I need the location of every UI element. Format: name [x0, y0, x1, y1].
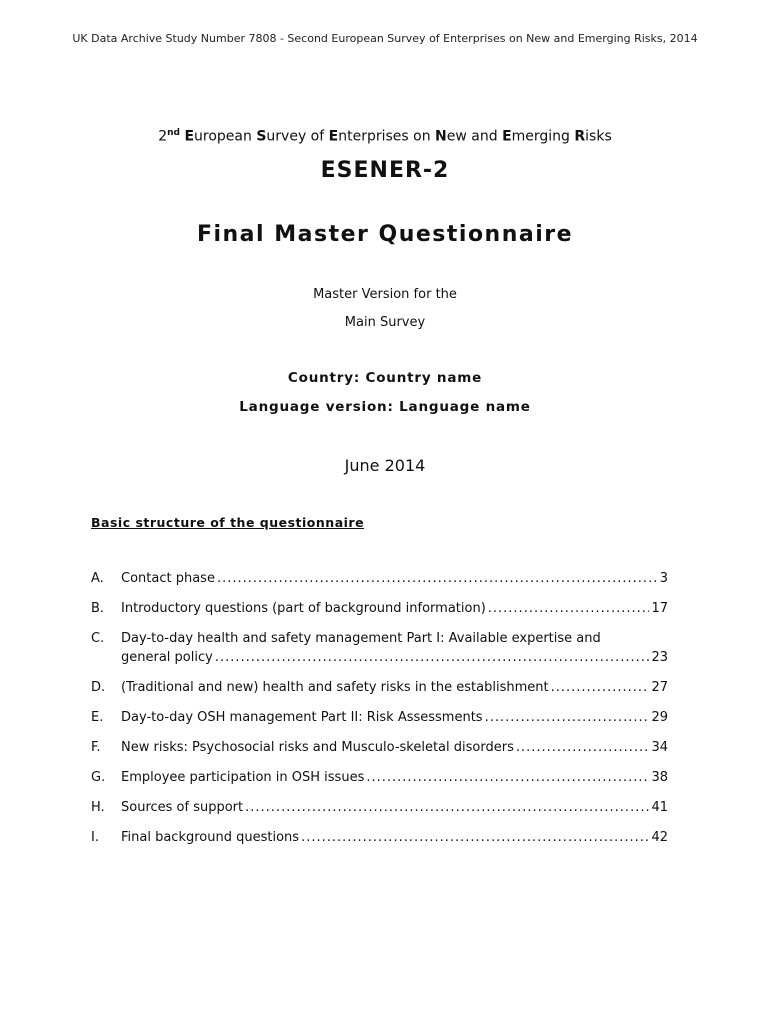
- title-cap-letter: E: [502, 128, 512, 145]
- toc-letter: G.: [91, 770, 106, 785]
- title-word-rest: ew and: [446, 128, 503, 145]
- toc-entry[interactable]: [91, 708, 668, 727]
- ordinal-number: 2: [158, 128, 168, 145]
- toc-text: (Traditional and new) health and safety risks in the establishment: [121, 680, 549, 695]
- survey-full-title: [0, 128, 770, 145]
- toc-text: Introductory questions (part of background information): [121, 601, 486, 616]
- toc-entry[interactable]: [91, 678, 668, 697]
- title-word-rest: urvey of: [266, 128, 329, 145]
- title-word-rest: merging: [511, 128, 575, 145]
- language-line: Language version: Language name: [239, 399, 531, 415]
- toc-text: New risks: Psychosocial risks and Musculo-skeletal disorders: [121, 740, 514, 755]
- toc-entry[interactable]: [91, 569, 668, 588]
- toc-text: general policy: [121, 650, 213, 665]
- toc-entry[interactable]: [91, 768, 668, 787]
- table-of-contents: [91, 569, 668, 858]
- survey-acronym: ESENER-2: [320, 158, 450, 183]
- toc-page-number: 41: [651, 800, 668, 815]
- title-word-rest: isks: [585, 128, 612, 145]
- toc-leader-dots: [217, 569, 658, 588]
- toc-page-number: 17: [651, 601, 668, 616]
- toc-leader-dots: [488, 599, 650, 618]
- toc-entry[interactable]: [91, 828, 668, 847]
- version-line-1: Master Version for the: [313, 287, 457, 302]
- toc-letter: C.: [91, 631, 105, 646]
- toc-page-number: 29: [651, 710, 668, 725]
- toc-entry[interactable]: [91, 629, 668, 667]
- toc-page-number: 27: [651, 680, 668, 695]
- toc-leader-dots: [301, 828, 649, 847]
- version-line-2: Main Survey: [344, 315, 426, 330]
- document-date: June 2014: [344, 456, 426, 475]
- toc-letter: A.: [91, 571, 104, 586]
- title-cap-letter: E: [184, 128, 195, 145]
- toc-text: Day-to-day OSH management Part II: Risk Assessments: [121, 710, 483, 725]
- toc-leader-dots: [245, 798, 649, 817]
- title-cap-letter: R: [574, 128, 586, 145]
- ordinal-suffix: nd: [167, 128, 180, 138]
- toc-leader-dots: [516, 738, 650, 757]
- toc-entry[interactable]: [91, 738, 668, 757]
- title-word-rest: nterprises on: [338, 128, 436, 145]
- toc-leader-dots: [215, 648, 650, 667]
- toc-page-number: 38: [651, 770, 668, 785]
- toc-page-number: 23: [651, 650, 668, 665]
- toc-letter: B.: [91, 601, 105, 616]
- toc-entry[interactable]: [91, 798, 668, 817]
- structure-heading: Basic structure of the questionnaire: [91, 515, 365, 530]
- toc-page-number: 42: [651, 830, 668, 845]
- toc-text: Final background questions: [121, 830, 300, 845]
- document-title: Final Master Questionnaire: [196, 222, 574, 247]
- country-line: Country: Country name: [287, 370, 483, 386]
- toc-leader-dots: [551, 678, 650, 697]
- toc-letter: H.: [91, 800, 105, 815]
- toc-text-line-1: Day-to-day health and safety management Part I: Available expertise and: [121, 631, 601, 646]
- toc-leader-dots: [366, 768, 649, 787]
- toc-letter: D.: [91, 680, 106, 695]
- title-cap-letter: S: [256, 128, 267, 145]
- toc-letter: E.: [91, 710, 104, 725]
- title-word-rest: uropean: [194, 128, 257, 145]
- toc-text: Employee participation in OSH issues: [121, 770, 365, 785]
- title-cap-letter: N: [435, 128, 447, 145]
- toc-entry[interactable]: [91, 599, 668, 618]
- toc-leader-dots: [485, 708, 650, 727]
- title-cap-letter: E: [328, 128, 339, 145]
- toc-page-number: 3: [659, 571, 668, 586]
- toc-page-number: 34: [651, 740, 668, 755]
- archive-header-note: UK Data Archive Study Number 7808 - Second European Survey of Enterprises on New and Emerging Risks, 2014: [72, 32, 698, 45]
- toc-letter: F.: [91, 740, 101, 755]
- toc-text: Contact phase: [121, 571, 215, 586]
- toc-letter: I.: [91, 830, 99, 845]
- toc-text: Sources of support: [121, 800, 244, 815]
